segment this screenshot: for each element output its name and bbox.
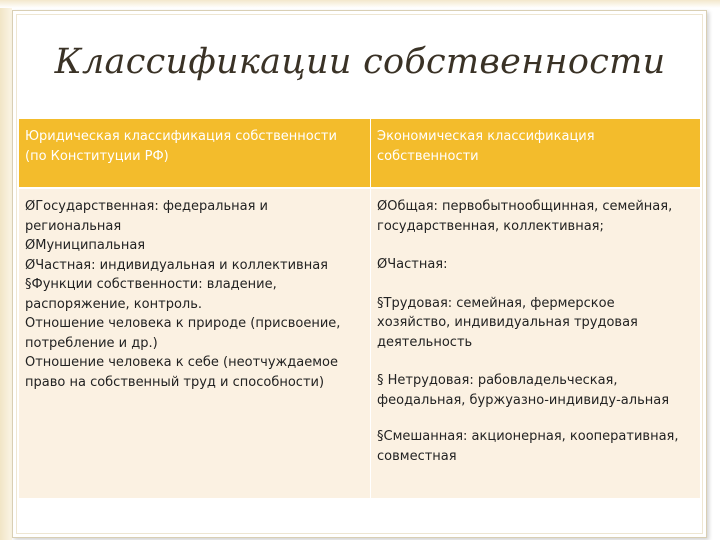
- cell-line: потребление и др.): [25, 335, 158, 351]
- cell-line: §Функции собственности: владение,: [25, 277, 277, 292]
- cell-line: хозяйство, индивидуальная трудовая: [377, 315, 638, 330]
- table-body-row: [19, 188, 700, 498]
- cell-line: деятельность: [377, 334, 473, 350]
- spacer: [377, 352, 694, 371]
- cell-line: ØГосударственная: федеральная и: [25, 199, 268, 214]
- spacer: [377, 410, 694, 427]
- cell-line: Отношение человека к природе (присвоение,: [25, 316, 341, 331]
- header-line: Юридическая классификация собственности: [25, 129, 337, 144]
- header-economic-classification: [371, 119, 701, 188]
- cell-line: региональная: [25, 218, 122, 234]
- slide-top-edge-decoration: [0, 0, 720, 8]
- cell-line: ØМуниципальная: [25, 238, 146, 253]
- table-header-row: [19, 119, 700, 188]
- cell-line: §Смешанная: акционерная, кооперативная,: [377, 429, 679, 444]
- legal-classification-cell: [19, 188, 371, 498]
- economic-classification-cell: [371, 188, 701, 498]
- header-legal-classification: [19, 119, 371, 188]
- cell-line: распоряжение, контроль.: [25, 296, 202, 312]
- spacer: [377, 236, 694, 255]
- header-line: собственности: [377, 149, 479, 164]
- cell-line: право на собственный труд и способности): [25, 374, 325, 390]
- cell-line: ØОбщая: первобытнообщинная, семейная,: [377, 199, 673, 214]
- slide-title: Классификации собственности: [54, 42, 666, 82]
- cell-line: совместная: [377, 448, 457, 464]
- cell-line: § Нетрудовая: рабовладельческая,: [377, 373, 618, 388]
- cell-line: §Трудовая: семейная, фермерское: [377, 295, 615, 311]
- cell-line: государственная, коллективная;: [377, 218, 604, 234]
- slide-left-edge-decoration: [0, 0, 12, 540]
- header-line: (по Конституции РФ): [25, 149, 169, 164]
- header-line: Экономическая классификация: [377, 129, 595, 144]
- cell-line: ØЧастная: индивидуальная и коллективная: [25, 257, 328, 273]
- cell-line: феодальная, буржуазно-индивиду-альная: [377, 392, 670, 408]
- spacer: [377, 275, 694, 294]
- cell-line: Отношение человека к себе (неотчуждаемое: [25, 355, 338, 370]
- classification-table: [19, 119, 700, 498]
- cell-line: ØЧастная:: [377, 257, 448, 272]
